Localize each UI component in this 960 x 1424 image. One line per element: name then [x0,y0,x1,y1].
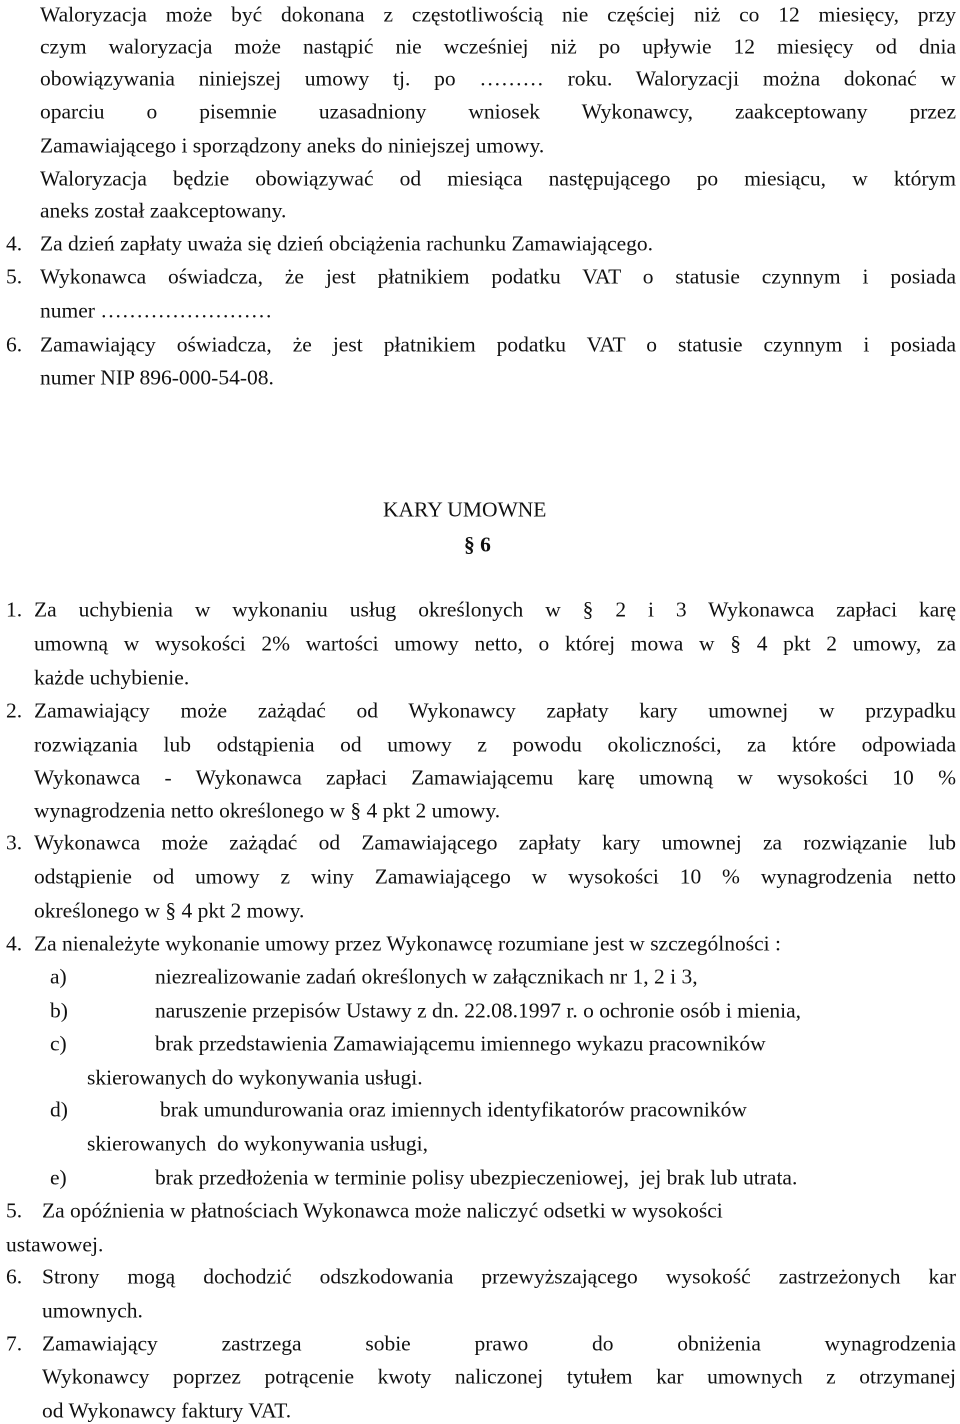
sublist-item-text: naruszenie przepisów Ustawy z dn. 22.08.1997 r. o ochronie osób i mienia, [155,998,802,1023]
text-line: obowiązywania niniejszej umowy tj. po ……… roku. Waloryzacji można dokonać w [40,66,956,91]
text-line: Waloryzacja będzie obowiązywać od miesiąca następującego po miesiącu, w którym [40,166,956,191]
sublist-letter: e) [50,1165,67,1190]
sublist-item-text: skierowanych do wykonywania usługi, [87,1131,428,1156]
list-item-text: Wykonawca oświadcza, że jest płatnikiem podatku VAT o statusie czynnym i posiada [40,264,956,289]
list-item-text: wynagrodzenia netto określonego w § 4 pkt 2 umowy. [34,798,501,823]
list-item-text: każde uchybienie. [34,665,190,690]
text-line: aneks został zaakceptowany. [40,198,287,223]
sublist-item-text: brak przedłożenia w terminie polisy ubezpieczeniowej, jej brak lub utrata. [155,1165,798,1190]
sublist-item-text: brak przedstawienia Zamawiającemu imiennego wykazu pracowników [155,1031,766,1056]
list-item-text: Zamawiający może zażądać od Wykonawcy zapłaty kary umownej w przypadku [34,698,956,723]
list-number: 4. [6,231,23,256]
list-number: 2. [6,698,23,723]
list-item-text: Zamawiający zastrzega sobie prawo do obniżenia wynagrodzenia [42,1331,956,1356]
list-number: 4. [6,931,23,956]
text-line: oparciu o pisemnie uzasadniony wniosek Wykonawcy, zaakceptowany przez [40,99,956,124]
sublist-letter: a) [50,964,67,989]
list-number: 3. [6,830,23,855]
list-number: 7. [6,1331,23,1356]
list-item-text: ustawowej. [6,1232,104,1257]
list-item-text: od Wykonawcy faktury VAT. [42,1398,292,1423]
list-item-text: rozwiązania lub odstąpienia od umowy z powodu okoliczności, za które odpowiada [34,732,956,757]
text-line: Zamawiającego i sporządzony aneks do niniejszej umowy. [40,133,545,158]
list-item-text: Wykonawcy poprzez potrącenie kwoty naliczonej tytułem kar umownych z otrzymanej [42,1364,956,1389]
list-item-text: Strony mogą dochodzić odszkodowania przewyższającego wysokość zastrzeżonych kar [42,1264,956,1289]
sublist-letter: b) [50,998,68,1023]
list-item-text: Za opóźnienia w płatnościach Wykonawca może naliczyć odsetki w wysokości [42,1198,723,1223]
list-item-text: Zamawiający oświadcza, że jest płatnikiem podatku VAT o statusie czynnym i posiada [40,332,956,357]
list-item-text: Za dzień zapłaty uważa się dzień obciążenia rachunku Zamawiającego. [40,231,654,256]
text-line: Waloryzacja może być dokonana z częstotliwością nie częściej niż co 12 miesięcy, przy [40,2,956,27]
list-item-text: umowną w wysokości 2% wartości umowy netto, o której mowa w § 4 pkt 2 umowy, za [34,631,956,656]
list-number: 5. [6,264,23,289]
sublist-item-text: skierowanych do wykonywania usługi. [87,1065,423,1090]
list-item-text: Wykonawca - Wykonawca zapłaci Zamawiającemu karę umowną w wysokości 10 % [34,765,956,790]
list-item-text: umownych. [42,1298,143,1323]
list-number: 6. [6,1264,23,1289]
list-number: 5. [6,1198,23,1223]
list-item-text: Wykonawca może zażądać od Zamawiającego zapłaty kary umownej za rozwiązanie lub [34,830,956,855]
sublist-letter: d) [50,1097,68,1122]
list-item-text: numer …………………… [40,298,273,323]
section-number: § 6 [464,532,491,557]
list-number: 6. [6,332,23,357]
sublist-item-text: brak umundurowania oraz imiennych identyfikatorów pracowników [160,1097,747,1122]
list-item-text: Za uchybienia w wykonaniu usług określonych w § 2 i 3 Wykonawca zapłaci karę [34,597,956,622]
list-item-text: odstąpienie od umowy z winy Zamawiającego w wysokości 10 % wynagrodzenia netto [34,864,956,889]
list-item-text: określonego w § 4 pkt 2 mowy. [34,898,305,923]
list-number: 1. [6,597,23,622]
text-line: czym waloryzacja może nastąpić nie wcześniej niż po upływie 12 miesięcy od dnia [40,34,956,59]
section-title: KARY UMOWNE [383,497,547,522]
sublist-letter: c) [50,1031,67,1056]
list-item-text: numer NIP 896-000-54-08. [40,365,274,390]
list-item-text: Za nienależyte wykonanie umowy przez Wykonawcę rozumiane jest w szczególności : [34,931,781,956]
sublist-item-text: niezrealizowanie zadań określonych w załącznikach nr 1, 2 i 3, [155,964,698,989]
